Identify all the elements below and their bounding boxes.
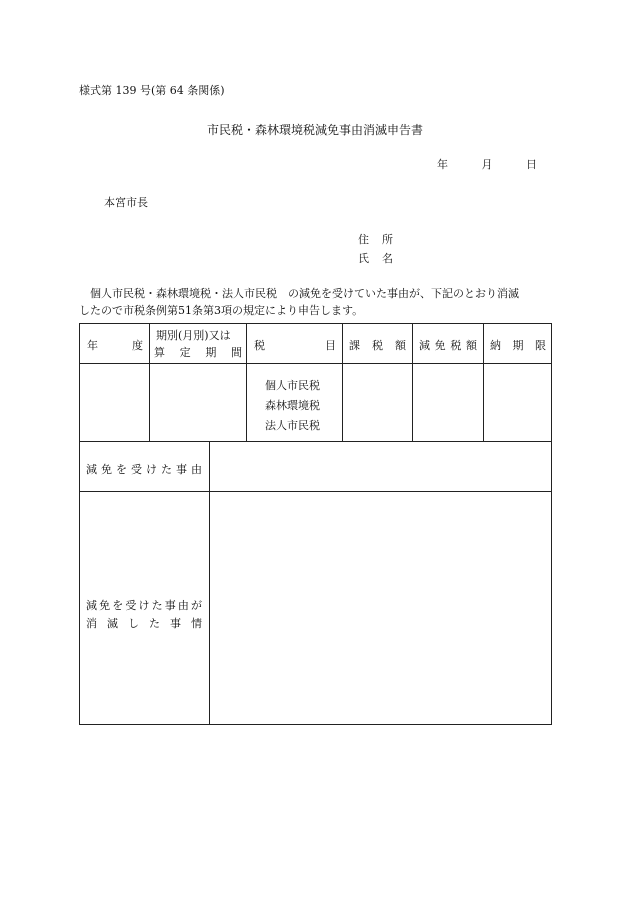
column-header-due-date [490,337,546,353]
label-char: 免 [99,599,111,612]
header-char: 額 [395,339,406,352]
table-divider [246,324,247,441]
tax-item-list [265,376,320,436]
table-divider [209,441,210,724]
address-label-char: 所 [382,233,393,246]
label-char: 事 [176,463,187,476]
header-char: 税 [254,339,265,352]
header-char: 納 [490,339,501,352]
label-char: し [128,617,139,630]
label-char: 消 [86,617,97,630]
header-char: 定 [179,346,191,359]
column-header-tax-item [254,337,336,353]
label-char: 事 [164,599,176,612]
label-char: 滅 [107,617,118,630]
name-label-char: 氏 [358,252,369,265]
label-char: た [161,463,172,476]
header-char: 額 [465,339,477,352]
table-divider [149,324,150,441]
name-label [358,250,393,266]
header-char: 期 [205,346,217,359]
statement-line: 個人市民税・森林環境税・法人市民税 の減免を受けていた事由が、下記のとおり消滅 [79,287,519,300]
column-header-year [87,337,143,353]
header-char: 間 [230,346,242,359]
label-char: た [149,617,160,630]
header-char: 度 [132,339,143,352]
label-char: 受 [125,599,137,612]
header-char: 免 [434,339,446,352]
statement-text [79,285,553,319]
header-line [154,344,242,360]
label-char: 由 [191,463,202,476]
address-label [358,231,393,247]
date-day-label: 日 [526,158,537,171]
table-divider [342,324,343,441]
table-divider [80,441,551,442]
declaration-table [79,323,552,725]
column-header-tax-amount [349,337,406,353]
header-char: 課 [349,339,360,352]
label-char: た [151,599,163,612]
tax-item: 法人市民税 [265,419,320,432]
label-char: 減 [86,463,97,476]
table-divider [412,324,413,441]
reason-label [86,461,202,477]
label-char: 受 [131,463,142,476]
date-year-label: 年 [437,158,448,171]
tax-item: 森林環境税 [265,399,320,412]
column-header-period [154,327,242,360]
document-title: 市民税・森林環境税減免事由消滅申告書 [206,123,423,137]
header-char: 税 [450,339,462,352]
header-line: 期別(月別)又は [156,329,231,342]
label-char: を [112,599,124,612]
table-divider [80,363,551,364]
header-char: 税 [372,339,383,352]
label-char: が [191,599,202,612]
statement-line: したので市税条例第51条第3項の規定により申告します。 [79,304,364,317]
name-label-char: 名 [382,252,393,265]
address-label-char: 住 [358,233,369,246]
circumstance-line [86,597,202,613]
tax-item: 個人市民税 [265,379,320,392]
header-char: 年 [87,339,98,352]
label-char: 免 [101,463,112,476]
label-char: 情 [191,617,202,630]
header-char: 目 [325,339,336,352]
table-divider [80,491,551,492]
circumstance-line [86,615,202,631]
date-row [437,156,537,172]
label-char: け [138,599,150,612]
label-char: 事 [170,617,181,630]
label-char: 減 [86,599,97,612]
label-char: け [146,463,157,476]
header-char: 期 [512,339,524,352]
column-header-exempt-amount [419,337,477,353]
label-char: を [116,463,127,476]
header-char: 限 [535,339,546,352]
table-divider [483,324,484,441]
label-char: 由 [177,599,189,612]
date-month-label: 月 [481,158,493,171]
header-char: 減 [419,339,430,352]
circumstance-label [86,597,202,631]
header-char: 算 [154,346,165,359]
addressee: 本宮市長 [104,196,148,209]
form-number: 様式第 139 号(第 64 条関係) [79,84,225,97]
